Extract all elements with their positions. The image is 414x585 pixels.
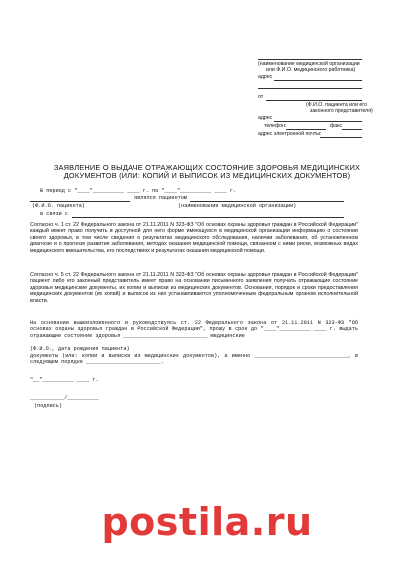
document-title-line-2: ДОКУМЕНТОВ (ИЛИ: КОПИЙ И ВЫПИСОК ИЗ МЕДИЦИНСКИХ ДОКУМЕНТОВ) <box>63 171 351 180</box>
request-paragraph: На основании вышеизложенного и руководствуясь ст. 22 Федерального закона от 21.11.2011 N 323-ФЗ "Об основах охраны здоровья граждан в Российской Федерации", прошу в срок до "____"__________ ____ г. выдать отражающие состояние здоровья ___________________________ медицинские <box>30 320 358 339</box>
applicant-note-2: законного представителя) <box>310 108 373 114</box>
documents-paragraph: документы (или: копии и выписки из медицинских документов), а именно ______________________________, в следующем порядке ________________________. <box>30 353 358 366</box>
phone-label: телефон: <box>264 123 287 129</box>
fax-label: факс <box>330 123 343 129</box>
recipient-address-line <box>274 80 362 81</box>
date-line: "__"__________ ____ г. <box>30 377 99 383</box>
fax-line <box>342 129 362 130</box>
recipient-line <box>258 59 362 60</box>
recipient-name-label: (наименование медицинской организации <box>258 61 360 67</box>
applicant-note-1: (Ф.И.О. пациента или его <box>306 102 367 108</box>
recipient-address-line-2 <box>258 88 362 89</box>
signature-line: ___________/__________ <box>30 395 99 401</box>
reason-line <box>72 217 344 218</box>
signature-label: (подпись) <box>34 403 63 409</box>
patient-birth-note: (Ф.И.О., дата рождения пациента) <box>30 346 130 352</box>
recipient-name-label-2: или Ф.И.О. медицинского работника) <box>266 67 356 73</box>
was-patient-text: являлся пациентом <box>134 195 187 201</box>
paragraph-law-part-1: Согласно ч. 1 ст. 22 Федерального закона от 21.11.2011 N 323-ФЗ "Об основах охраны здоровья граждан в Российской Федерации" каждый имеет право получить в доступной для него форме имеющуюся в медицинской организации информацию о состоянии своего здоровья, в том числе сведения о результатах медицинского обследования, наличии заболевания, об установленном диагнозе и о прогнозе развития заболевания, методах оказания медицинской помощи, связанном с ними риске, возможных видах медицинского вмешательства, его последствиях и результатах оказания медицинской помощи. <box>30 222 358 254</box>
recipient-address-label: адрес <box>258 74 273 80</box>
org-name-label: (наименование медицинской организации) <box>178 203 297 209</box>
phone-line <box>286 129 326 130</box>
patient-name-line <box>30 201 130 202</box>
applicant-address-label: адрес <box>258 115 273 121</box>
paragraph-law-part-5: Согласно ч. 5 ст. 22 Федерального закона от 21.11.2011 N 323-ФЗ "Об основах охраны здоровья граждан в Российской Федерации" пациент либо его законный представитель имеет право на основании письменного заявления получать отражающие состояние здоровья медицинские документы, их копии и выписки из медицинских документов. Основания, порядок и сроки предоставления медицинских документов (их копий) и выписок из них устанавливаются уполномоченным федеральным органом исполнительной власти. <box>30 272 358 304</box>
applicant-line <box>266 100 362 101</box>
email-label: адрес электронной почты: <box>258 131 322 137</box>
from-label: от <box>258 94 264 100</box>
applicant-address-line <box>274 121 362 122</box>
email-line <box>320 137 362 138</box>
watermark-logo: postila.ru <box>101 500 313 544</box>
document-title-line-1: ЗАЯВЛЕНИЕ О ВЫДАЧЕ ОТРАЖАЮЩИХ СОСТОЯНИЕ ЗДОРОВЬЯ МЕДИЦИНСКИХ <box>53 163 361 172</box>
org-name-line <box>190 201 344 202</box>
period-line: В период с "____"__________ ____ г. по "____"__________ ____ г. <box>40 188 237 194</box>
patient-fio-label: (Ф.И.О. пациента) <box>32 203 85 209</box>
in-connection-label: в связи с <box>40 211 69 217</box>
